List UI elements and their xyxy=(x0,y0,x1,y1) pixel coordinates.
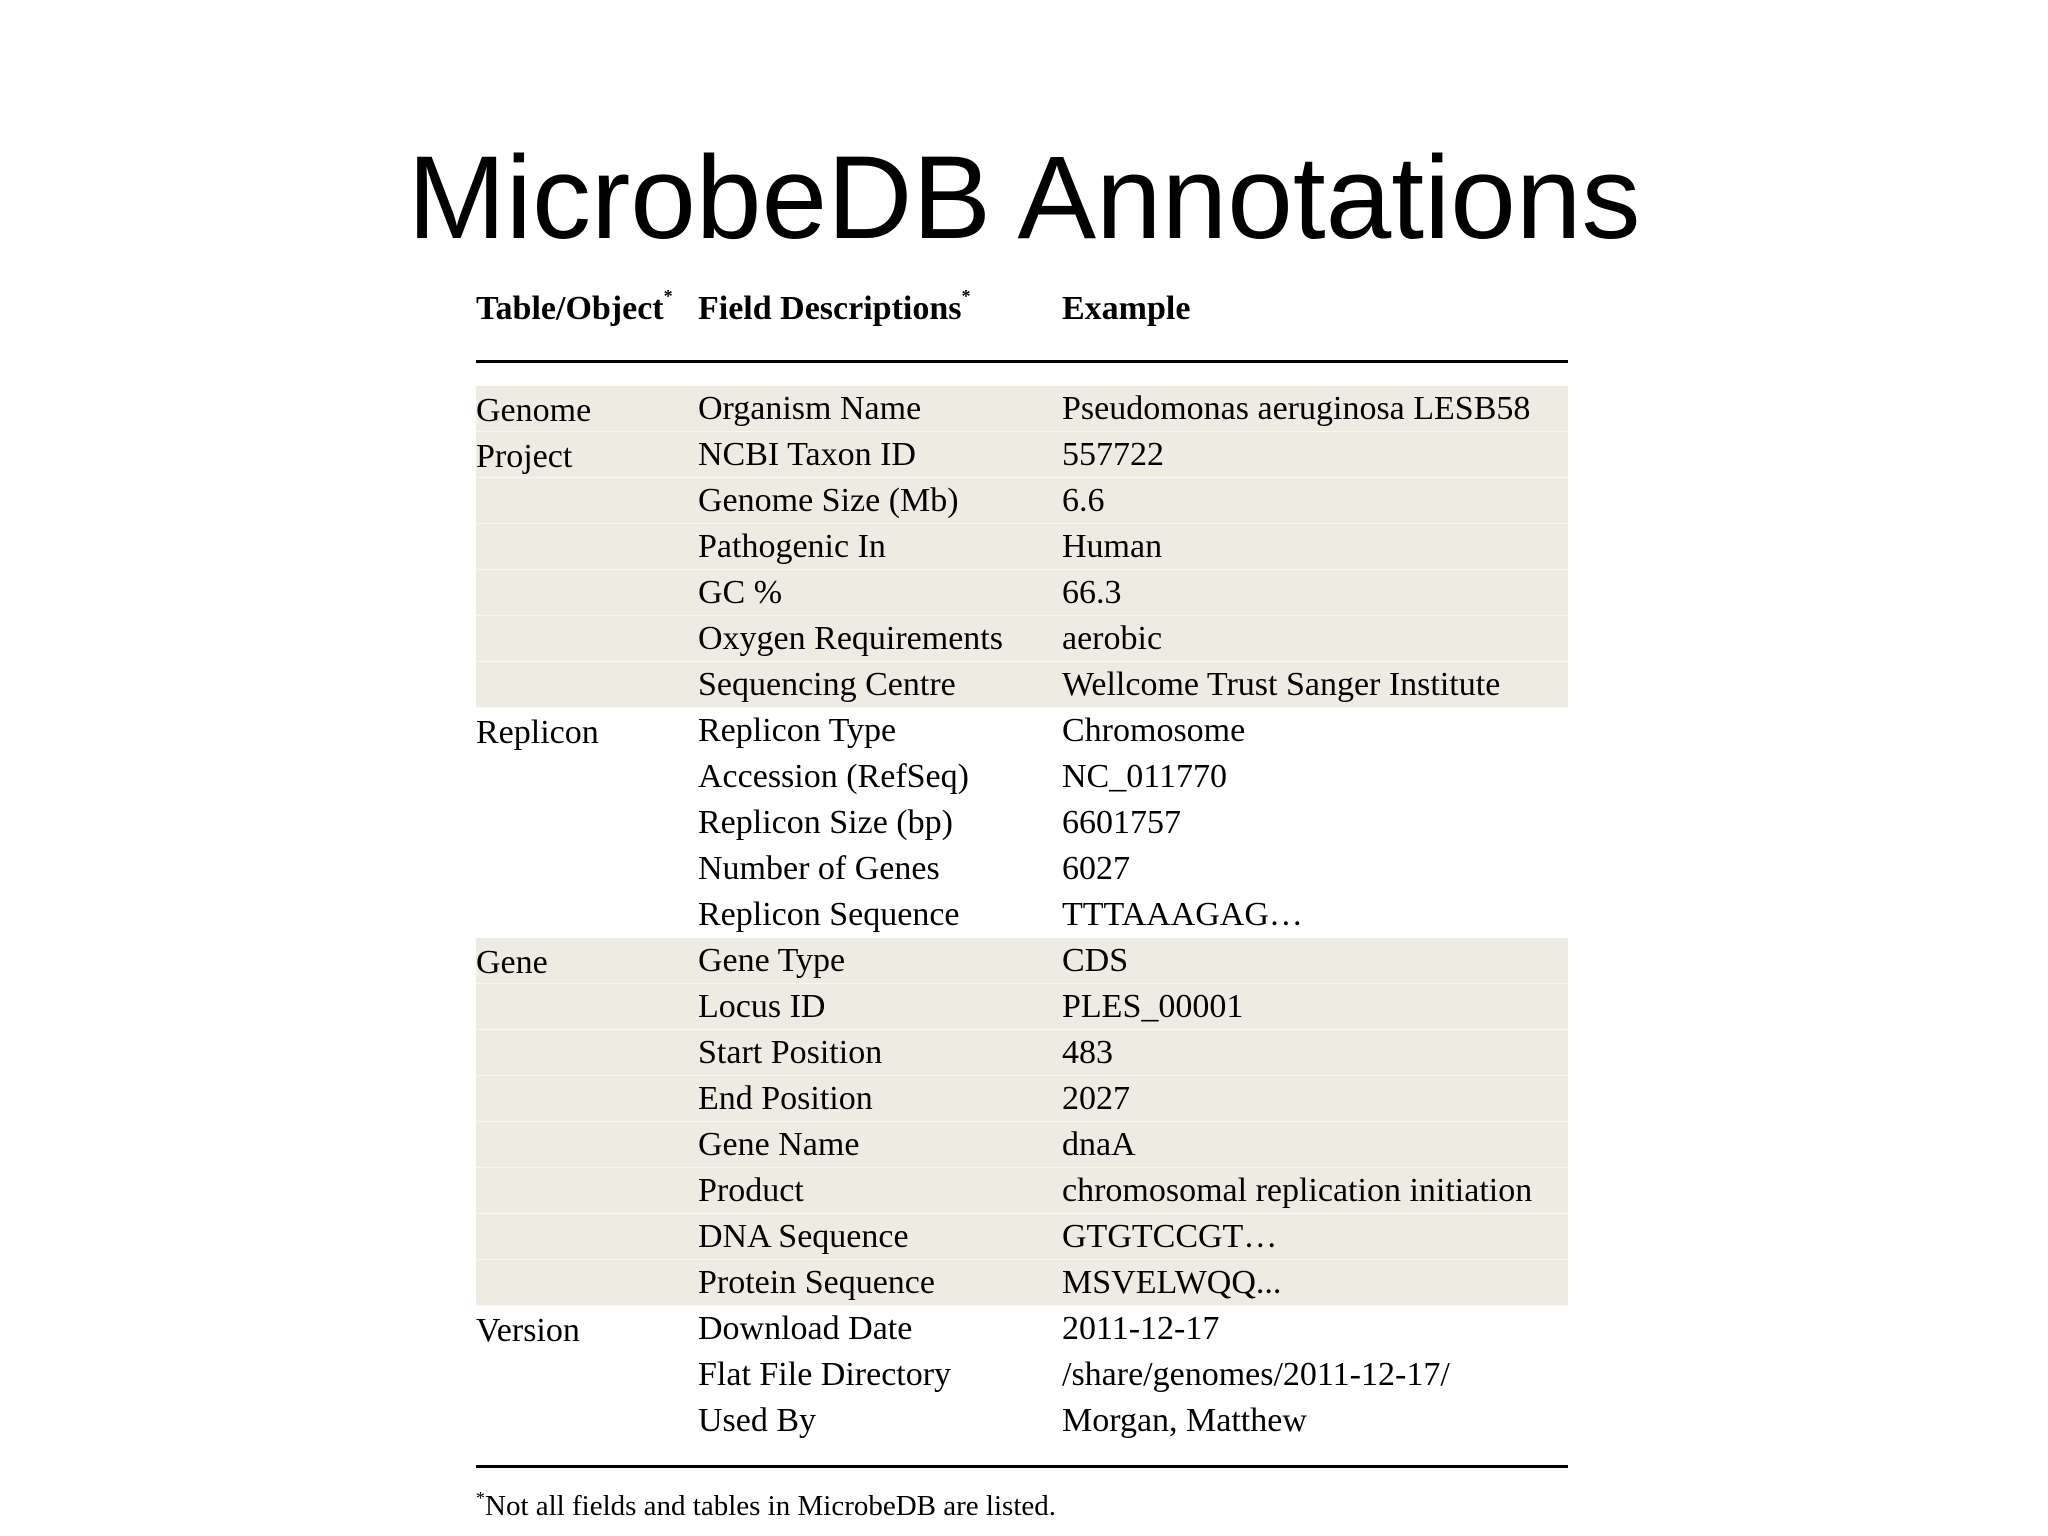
header-table-object-marker: * xyxy=(663,286,673,306)
field-description-cell: Replicon Sequence xyxy=(698,896,960,933)
table-row xyxy=(476,754,1568,800)
field-description-cell: DNA Sequence xyxy=(698,1218,909,1255)
table-row xyxy=(476,1306,1568,1352)
field-description-cell: Locus ID xyxy=(698,988,826,1025)
field-description-cell: Replicon Type xyxy=(698,712,897,749)
field-description-cell: Replicon Size (bp) xyxy=(698,804,953,841)
table-row xyxy=(476,1076,1568,1122)
slide-title: MicrobeDB Annotations xyxy=(407,132,1641,264)
field-description-cell: Number of Genes xyxy=(698,850,940,887)
table-group xyxy=(476,1306,1568,1444)
field-description-cell: Gene Name xyxy=(698,1126,860,1163)
table-header xyxy=(476,284,1568,344)
table-row xyxy=(476,1030,1568,1076)
table-row xyxy=(476,1122,1568,1168)
group-label: Genome Project xyxy=(476,392,592,475)
header-field-descriptions xyxy=(698,286,971,328)
example-cell: 2027 xyxy=(1062,1080,1130,1117)
bottom-rule xyxy=(476,1465,1568,1468)
table-row xyxy=(476,524,1568,570)
field-description-cell: Pathogenic In xyxy=(698,528,886,565)
field-description-cell: Organism Name xyxy=(698,390,922,427)
example-cell: Morgan, Matthew xyxy=(1062,1402,1307,1439)
table-row xyxy=(476,478,1568,524)
field-description-cell: End Position xyxy=(698,1080,873,1117)
table-row xyxy=(476,938,1568,984)
example-cell: Chromosome xyxy=(1062,712,1246,749)
example-cell: Wellcome Trust Sanger Institute xyxy=(1062,666,1501,703)
example-cell: 557722 xyxy=(1062,436,1164,473)
header-table-object-label: Table/Object xyxy=(476,290,664,327)
example-cell: 6601757 xyxy=(1062,804,1181,841)
example-cell: dnaA xyxy=(1062,1126,1136,1163)
table-row xyxy=(476,846,1568,892)
field-description-cell: Oxygen Requirements xyxy=(698,620,1003,657)
table-row xyxy=(476,800,1568,846)
table-row xyxy=(476,570,1568,616)
field-description-cell: GC % xyxy=(698,574,783,611)
field-description-cell: Download Date xyxy=(698,1310,913,1347)
example-cell: MSVELWQQ... xyxy=(1062,1264,1282,1301)
field-description-cell: Accession (RefSeq) xyxy=(698,758,969,795)
table-group xyxy=(476,938,1568,1306)
field-description-cell: Used By xyxy=(698,1402,817,1439)
header-table-object xyxy=(476,286,673,328)
example-cell: aerobic xyxy=(1062,620,1163,657)
example-cell: 2011-12-17 xyxy=(1062,1310,1220,1347)
header-example: Example xyxy=(1062,290,1191,327)
example-cell: 66.3 xyxy=(1062,574,1122,611)
footnote-text: Not all fields and tables in MicrobeDB are listed. xyxy=(485,1490,1056,1522)
example-cell: 6027 xyxy=(1062,850,1130,887)
example-cell: 483 xyxy=(1062,1034,1113,1071)
example-cell: GTGTCCGT… xyxy=(1062,1218,1278,1255)
footnote xyxy=(476,1490,1056,1523)
example-cell: TTTAAAGAG… xyxy=(1062,896,1303,933)
example-cell: CDS xyxy=(1062,942,1129,979)
group-label: Replicon xyxy=(476,714,599,751)
table-row xyxy=(476,432,1568,478)
header-field-descriptions-marker: * xyxy=(961,286,971,306)
field-description-cell: Protein Sequence xyxy=(698,1264,935,1301)
field-description-cell: Sequencing Centre xyxy=(698,666,956,703)
table-row xyxy=(476,1260,1568,1306)
example-cell: chromosomal replication initiation xyxy=(1062,1172,1533,1209)
field-description-cell: Start Position xyxy=(698,1034,883,1071)
field-description-cell: Product xyxy=(698,1172,804,1209)
field-description-cell: Gene Type xyxy=(698,942,846,979)
table-row xyxy=(476,386,1568,432)
example-cell: 6.6 xyxy=(1062,482,1105,519)
field-description-cell: NCBI Taxon ID xyxy=(698,436,916,473)
table-group xyxy=(476,386,1568,708)
field-description-cell: Genome Size (Mb) xyxy=(698,482,959,519)
group-label: Gene xyxy=(476,944,548,981)
table-row xyxy=(476,708,1568,754)
example-cell: PLES_00001 xyxy=(1062,988,1244,1025)
table-row xyxy=(476,1398,1568,1444)
table-row xyxy=(476,662,1568,708)
table-body xyxy=(476,386,1568,1444)
group-label: Version xyxy=(476,1312,580,1349)
table-row xyxy=(476,616,1568,662)
example-cell: Human xyxy=(1062,528,1163,565)
header-field-descriptions-label: Field Descriptions xyxy=(698,290,962,327)
footnote-marker: * xyxy=(476,1488,485,1508)
table-row xyxy=(476,984,1568,1030)
field-description-cell: Flat File Directory xyxy=(698,1356,952,1393)
table-row xyxy=(476,1168,1568,1214)
table-row xyxy=(476,1214,1568,1260)
table-group xyxy=(476,708,1568,938)
annotations-table xyxy=(476,284,1568,1439)
table-row xyxy=(476,1352,1568,1398)
example-cell: NC_011770 xyxy=(1062,758,1227,795)
example-cell: Pseudomonas aeruginosa LESB58 xyxy=(1062,390,1531,427)
example-cell: /share/genomes/2011-12-17/ xyxy=(1062,1356,1450,1393)
table-row xyxy=(476,892,1568,938)
top-rule xyxy=(476,360,1568,363)
